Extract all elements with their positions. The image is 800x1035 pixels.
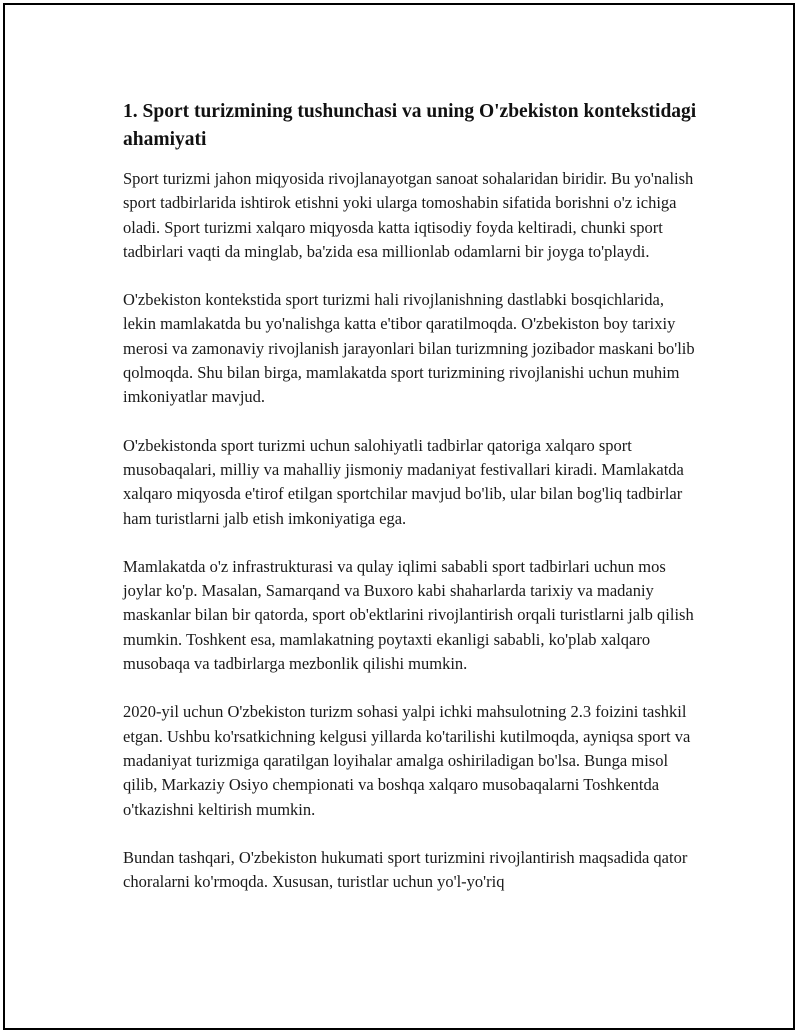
paragraph-6: Bundan tashqari, O'zbekiston hukumati sport turizmini rivojlantirish maqsadida qator choralarni ko'rmoqda. Xususan, turistlar uchun yo'l-yo'riq [123, 847, 688, 892]
document-body [123, 98, 697, 918]
paragraph-3: O'zbekistonda sport turizmi uchun salohiyatli tadbirlar qatoriga xalqaro sport musobaqalari, milliy va mahalliy jismoniy madaniyat festivallari kiradi. Mamlakatda xalqaro miqyosda e'tirof etilgan sportchilar mavjud bo'lib, ular bilan bog'liq tadbirlar ham turistlarni jalb etish imkoniyatiga ega. [123, 435, 684, 528]
paragraph-5: 2020-yil uchun O'zbekiston turizm sohasi yalpi ichki mahsulotning 2.3 foizini tashkil etgan. Ushbu ko'rsatkichning kelgusi yillarda ko'tarilishi kutilmoqda, ayniqsa sport va madaniyat turizmiga qaratilgan loyihalar amalga oshiriladigan bo'lsa. Bunga misol qilib, Markaziy Osiyo chempionati va boshqa xalqaro musobaqalarni Toshkentda o'tkazishni keltirish mumkin. [123, 702, 691, 819]
section-heading: 1. Sport turizmining tushunchasi va uning O'zbekiston kontekstidagi ahamiyati [123, 101, 697, 150]
paragraph-4: Mamlakatda o'z infrastrukturasi va qulay iqlimi sababli sport tadbirlari uchun mos joylar ko'p. Masalan, Samarqand va Buxoro kabi shaharlarda tarixiy va madaniy maskanlar bilan bir qatorda, sport ob'ektlarini rivojlantirish orqali turistlarni jalb qilish mumkin. Toshkent esa, mamlakatning poytaxti ekanligi sababli, ko'plab xalqaro musobaqa va tadbirlarga mezbonlik qilishi mumkin. [123, 556, 694, 674]
page-border [3, 3, 795, 1030]
paragraph-2: O'zbekiston kontekstida sport turizmi hali rivojlanishning dastlabki bosqichlarida, lekin mamlakatda bu yo'nalishga katta e'tibor qaratilmoqda. O'zbekiston boy tarixiy merosi va zamonaviy rivojlanish jarayonlari bilan turizmning jozibador maskani bo'lib qolmoqda. Shu bilan birga, mamlakatda sport turizmining rivojlanishi uchun muhim imkoniyatlar mavjud. [123, 290, 695, 407]
paragraph-1: Sport turizmi jahon miqyosida rivojlanayotgan sanoat sohalaridan biridir. Bu yo'nalish sport tadbirlarida ishtirok etishni yoki ularga tomoshabin sifatida borishni o'z ichiga oladi. Sport turizmi xalqaro miqyosda katta iqtisodiy foyda keltiradi, chunki sport tadbirlari vaqti da minglab, ba'zida esa millionlab odamlarni bir joyga to'playdi. [123, 169, 694, 261]
